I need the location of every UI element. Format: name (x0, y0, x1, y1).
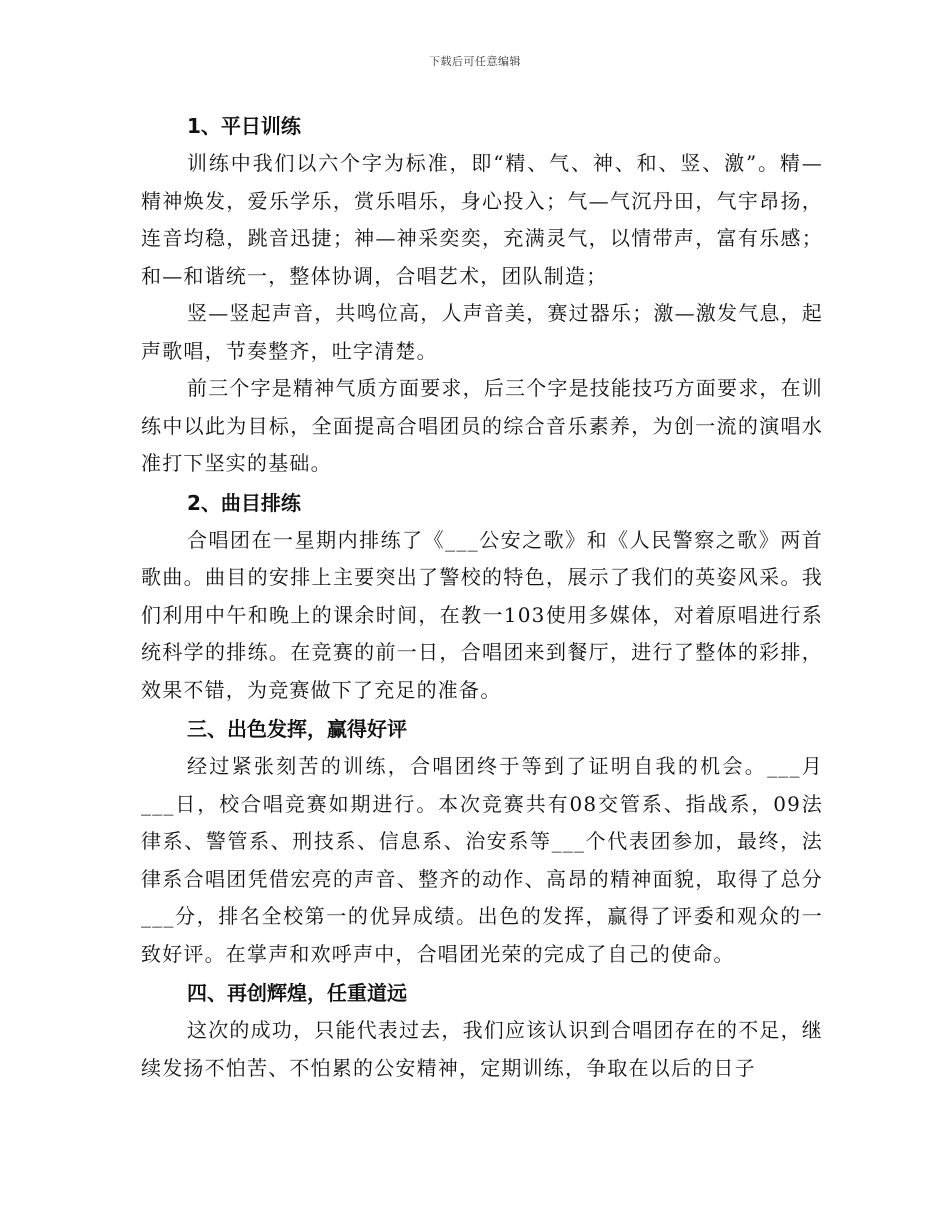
section-heading-repertoire-rehearsal: 2、曲目排练 (187, 490, 301, 515)
paragraph-performance: 经过紧张刻苦的训练，合唱团终于等到了证明自我的机会。___月___日，校合唱竞赛如期进行。本次竞赛共有08交管系、指战系，09法律系、警管系、刑技系、信息系、治安系等___个代表团参加，最终，法律系合唱团凭借宏亮的声音、整齐的动作、高昂的精神面貌，取得了总分___分，排名全校第一的优异成绩。出色的发挥，赢得了评委和观众的一致好评。在掌声和欢呼声中，合唱团光荣的完成了自己的使命。 (141, 754, 823, 966)
page-header-note: 下载后可任意编辑 (429, 55, 521, 68)
document-body (141, 108, 823, 1087)
paragraph-training-goals: 前三个字是精神气质方面要求，后三个字是技能技巧方面要求，在训练中以此为目标，全面提高合唱团员的综合音乐素养，为创一流的演唱水准打下坚实的基础。 (141, 376, 823, 475)
paragraph-training-standards: 训练中我们以六个字为标准，即“精、气、神、和、竖、激”。精—精神焕发，爱乐学乐，赏乐唱乐，身心投入；气—气沉丹田，气宇昂扬，连音均稳，跳音迅捷；神—神采奕奕，充满灵气，以情带声，富有乐感；和—和谐统一，整体协调，合唱艺术，团队制造； (141, 151, 823, 288)
paragraph-future: 这次的成功，只能代表过去，我们应该认识到合唱团存在的不足，继续发扬不怕苦、不怕累的公安精神，定期训练，争取在以后的日子 (141, 1018, 823, 1080)
section-heading-daily-training: 1、平日训练 (187, 114, 301, 138)
paragraph-rehearsal: 合唱团在一星期内排练了《___公安之歌》和《人民警察之歌》两首歌曲。曲目的安排上主要突出了警校的特色，展示了我们的英姿风采。我们利用中午和晚上的课余时间，在教一103使用多媒体，对着原唱进行系统科学的排练。在竞赛的前一日，合唱团来到餐厅，进行了整体的彩排，效果不错，为竞赛做下了充足的准备。 (141, 527, 823, 702)
section-heading-future: 四、再创辉煌，任重道远 (187, 981, 407, 1005)
section-heading-performance: 三、出色发挥，赢得好评 (187, 717, 407, 741)
paragraph-training-shu-ji: 竖—竖起声音，共鸣位高，人声音美，赛过器乐；激—激发气息，起声歌唱，节奏整齐，吐字清楚。 (141, 301, 823, 363)
